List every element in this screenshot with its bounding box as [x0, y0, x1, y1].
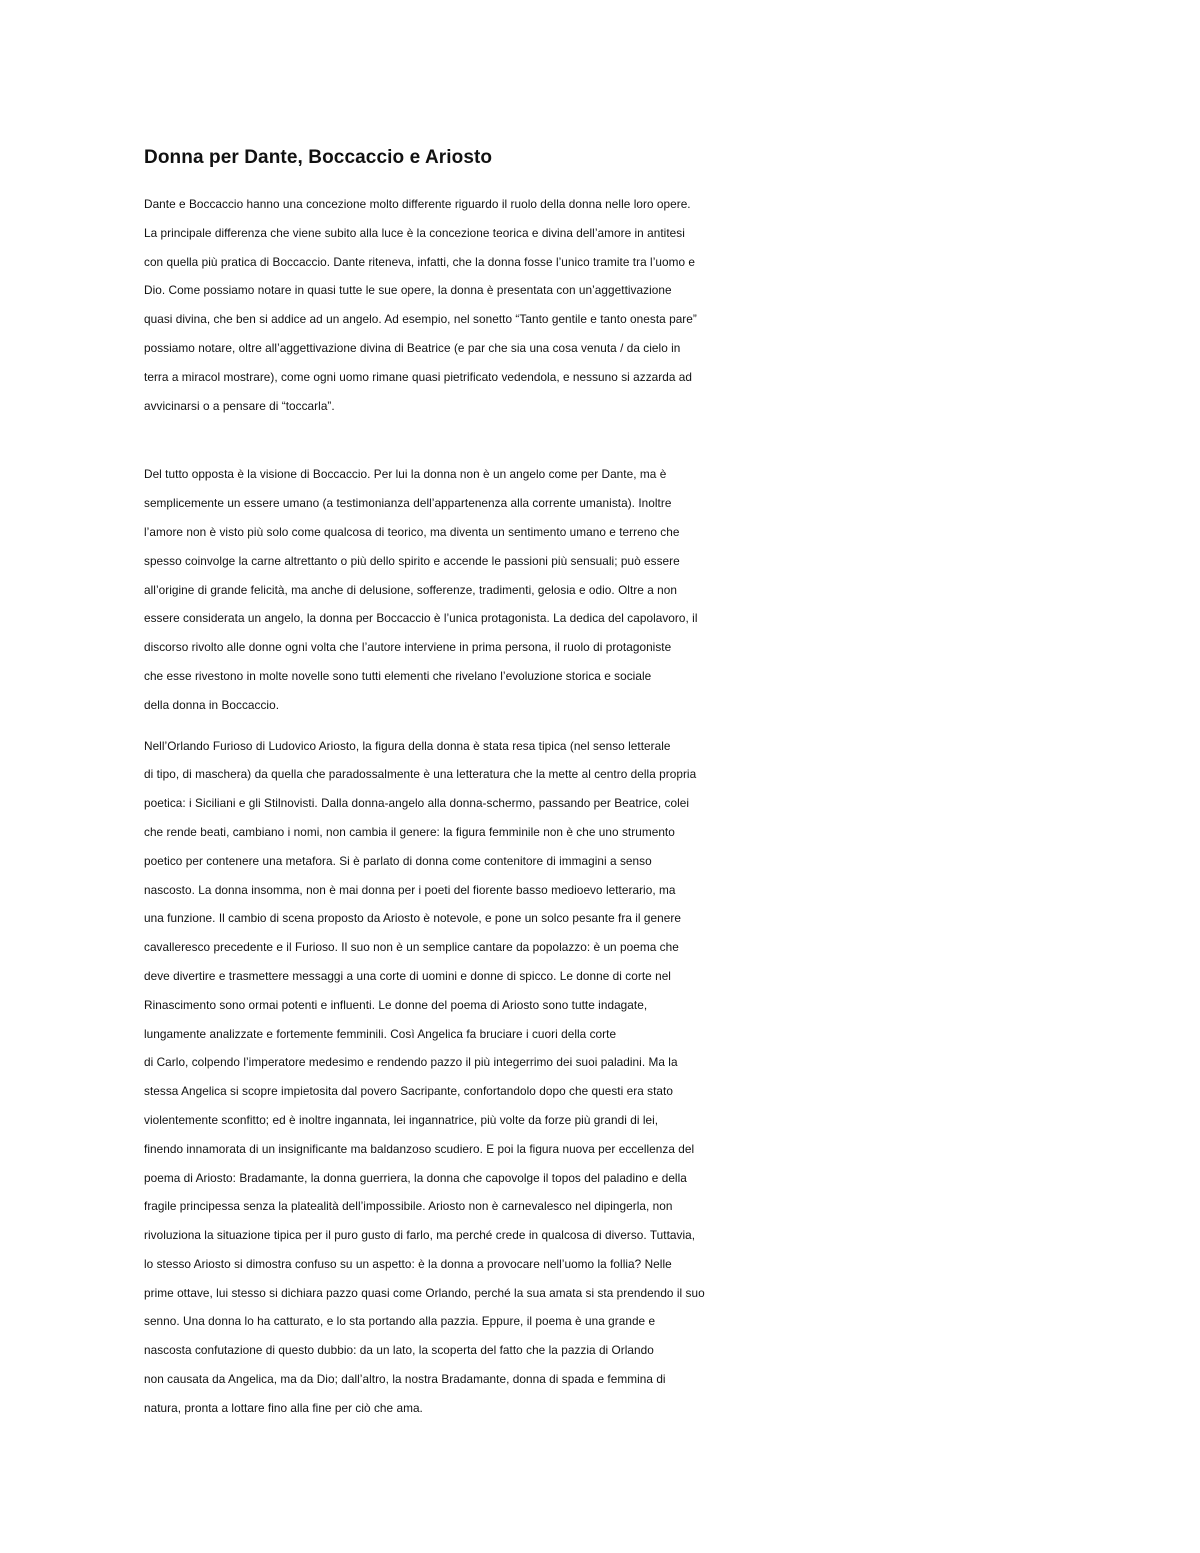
- paragraph-line: l’amore non è visto più solo come qualcosa di teorico, ma diventa un sentimento umano e terreno che: [144, 524, 680, 539]
- paragraph-line: finendo innamorata di un insignificante ma baldanzoso scudiero. E poi la figura nuova per eccellenza del: [144, 1141, 695, 1156]
- paragraph-line: che esse rivestono in molte novelle sono tutti elementi che rivelano l’evoluzione storica e sociale: [144, 668, 652, 683]
- paragraph-line: terra a miracol mostrare), come ogni uomo rimane quasi pietrificato vedendola, e nessuno si azzarda ad: [144, 369, 693, 384]
- paragraph-line: che rende beati, cambiano i nomi, non cambia il genere: la figura femminile non è che uno strumento: [144, 824, 675, 839]
- paragraph-line: quasi divina, che ben si addice ad un angelo. Ad esempio, nel sonetto “Tanto gentile e tanto onesta pare”: [144, 312, 697, 327]
- paragraph-line: lo stesso Ariosto si dimostra confuso su un aspetto: è la donna a provocare nell’uomo la follia? Nelle: [144, 1256, 672, 1271]
- paragraph-line: di tipo, di maschera) da quella che paradossalmente è una letteratura che la mette al centro della propria: [144, 767, 697, 782]
- paragraph-line: natura, pronta a lottare fino alla fine per ciò che ama.: [144, 1400, 423, 1415]
- paragraph-line: essere considerata un angelo, la donna per Boccaccio è l’unica protagonista. La dedica del capolavoro, il: [144, 611, 698, 626]
- paragraph-line: deve divertire e trasmettere messaggi a una corte di uomini e donne di spicco. Le donne di corte nel: [144, 968, 671, 983]
- paragraph-line: Dante e Boccaccio hanno una concezione molto differente riguardo il ruolo della donna nelle loro opere.: [144, 197, 691, 211]
- paragraph-line: poetica: i Siciliani e gli Stilnovisti. Dalla donna-angelo alla donna-schermo, passando per Beatrice, colei: [144, 796, 690, 811]
- paragraph-line: Dio. Come possiamo notare in quasi tutte le sue opere, la donna è presentata con un’aggettivazione: [144, 283, 672, 298]
- paragraph-line: una funzione. Il cambio di scena proposto da Ariosto è notevole, e pone un solco pesante fra il genere: [144, 911, 681, 926]
- paragraph-line: cavalleresco precedente e il Furioso. Il suo non è un semplice cantare da popolazzo: è un poema che: [144, 940, 679, 955]
- paragraph-boccaccio: [144, 460, 1064, 719]
- paragraph-spacer: [144, 420, 1064, 460]
- paragraph-line: fragile principessa senza la platealità dell’impossibile. Ariosto non è carnevalesco nel dipingerla, non: [144, 1199, 673, 1214]
- paragraph-line: possiamo notare, oltre all’aggettivazione divina di Beatrice (e par che sia una cosa venuta / da cielo in: [144, 340, 681, 355]
- paragraph-line: lungamente analizzate e fortemente femminili. Così Angelica fa bruciare i cuori della corte: [144, 1026, 617, 1041]
- paragraph-spacer: [144, 720, 1064, 732]
- paragraph-line: La principale differenza che viene subito alla luce è la concezione teorica e divina dell’amore in antitesi: [144, 225, 685, 240]
- paragraph-line: semplicemente un essere umano (a testimonianza dell’appartenenza alla corrente umanista). Inoltre: [144, 496, 672, 511]
- paragraph-line: discorso rivolto alle donne ogni volta che l’autore interviene in prima persona, il ruolo di protagoniste: [144, 640, 672, 655]
- paragraph-line: rivoluziona la situazione tipica per il puro gusto di farlo, ma perché crede in qualcosa di diverso. Tuttavia,: [144, 1228, 696, 1243]
- paragraph-line: di Carlo, colpendo l’imperatore medesimo e rendendo pazzo il più integerrimo dei suoi paladini. Ma la: [144, 1055, 678, 1070]
- paragraph-line: stessa Angelica si scopre impietosita dal povero Sacripante, confortandolo dopo che questi era stato: [144, 1084, 673, 1099]
- paragraph-line: poema di Ariosto: Bradamante, la donna guerriera, la donna che capovolge il topos del paladino e della: [144, 1170, 687, 1185]
- paragraph-dante: [144, 190, 1064, 420]
- paragraph-line: della donna in Boccaccio.: [144, 697, 280, 712]
- document-title: Donna per Dante, Boccaccio e Ariosto: [144, 147, 493, 168]
- paragraph-line: non causata da Angelica, ma da Dio; dall’altro, la nostra Bradamante, donna di spada e femmina di: [144, 1372, 666, 1387]
- paragraph-line: con quella più pratica di Boccaccio. Dante riteneva, infatti, che la donna fosse l’unico tramite tra l’uomo e: [144, 254, 696, 269]
- paragraph-line: poetico per contenere una metafora. Si è parlato di donna come contenitore di immagini a senso: [144, 853, 652, 868]
- paragraph-line: senno. Una donna lo ha catturato, e lo sta portando alla pazzia. Eppure, il poema è una grande e: [144, 1314, 656, 1329]
- paragraph-line: Del tutto opposta è la visione di Boccaccio. Per lui la donna non è un angelo come per Dante, ma è: [144, 467, 667, 482]
- paragraph-line: Nell’Orlando Furioso di Ludovico Ariosto, la figura della donna è stata resa tipica (nel senso letterale: [144, 738, 671, 753]
- document-page: [144, 144, 1064, 1423]
- paragraph-line: violentemente sconfitto; ed è inoltre ingannata, lei ingannatrice, più volte da forze più grandi di lei,: [144, 1112, 659, 1127]
- paragraph-line: avvicinarsi o a pensare di “toccarla”.: [144, 398, 335, 413]
- paragraph-line: nascosto. La donna insomma, non è mai donna per i poeti del fiorente basso medioevo letterario, ma: [144, 882, 676, 897]
- paragraph-line: all’origine di grande felicità, ma anche di delusione, sofferenze, tradimenti, gelosia e odio. Oltre a non: [144, 582, 677, 597]
- paragraph-line: prime ottave, lui stesso si dichiara pazzo quasi come Orlando, perché la sua amata si sta prendendo il suo: [144, 1285, 705, 1300]
- paragraph-line: spesso coinvolge la carne altrettanto o più dello spirito e accende le passioni più sensuali; può essere: [144, 553, 680, 568]
- paragraph-ariosto: [144, 732, 1064, 1423]
- paragraph-line: nascosta confutazione di questo dubbio: da un lato, la scoperta del fatto che la pazzia di Orlando: [144, 1343, 654, 1358]
- paragraph-line: Rinascimento sono ormai potenti e influenti. Le donne del poema di Ariosto sono tutte indagate,: [144, 997, 648, 1012]
